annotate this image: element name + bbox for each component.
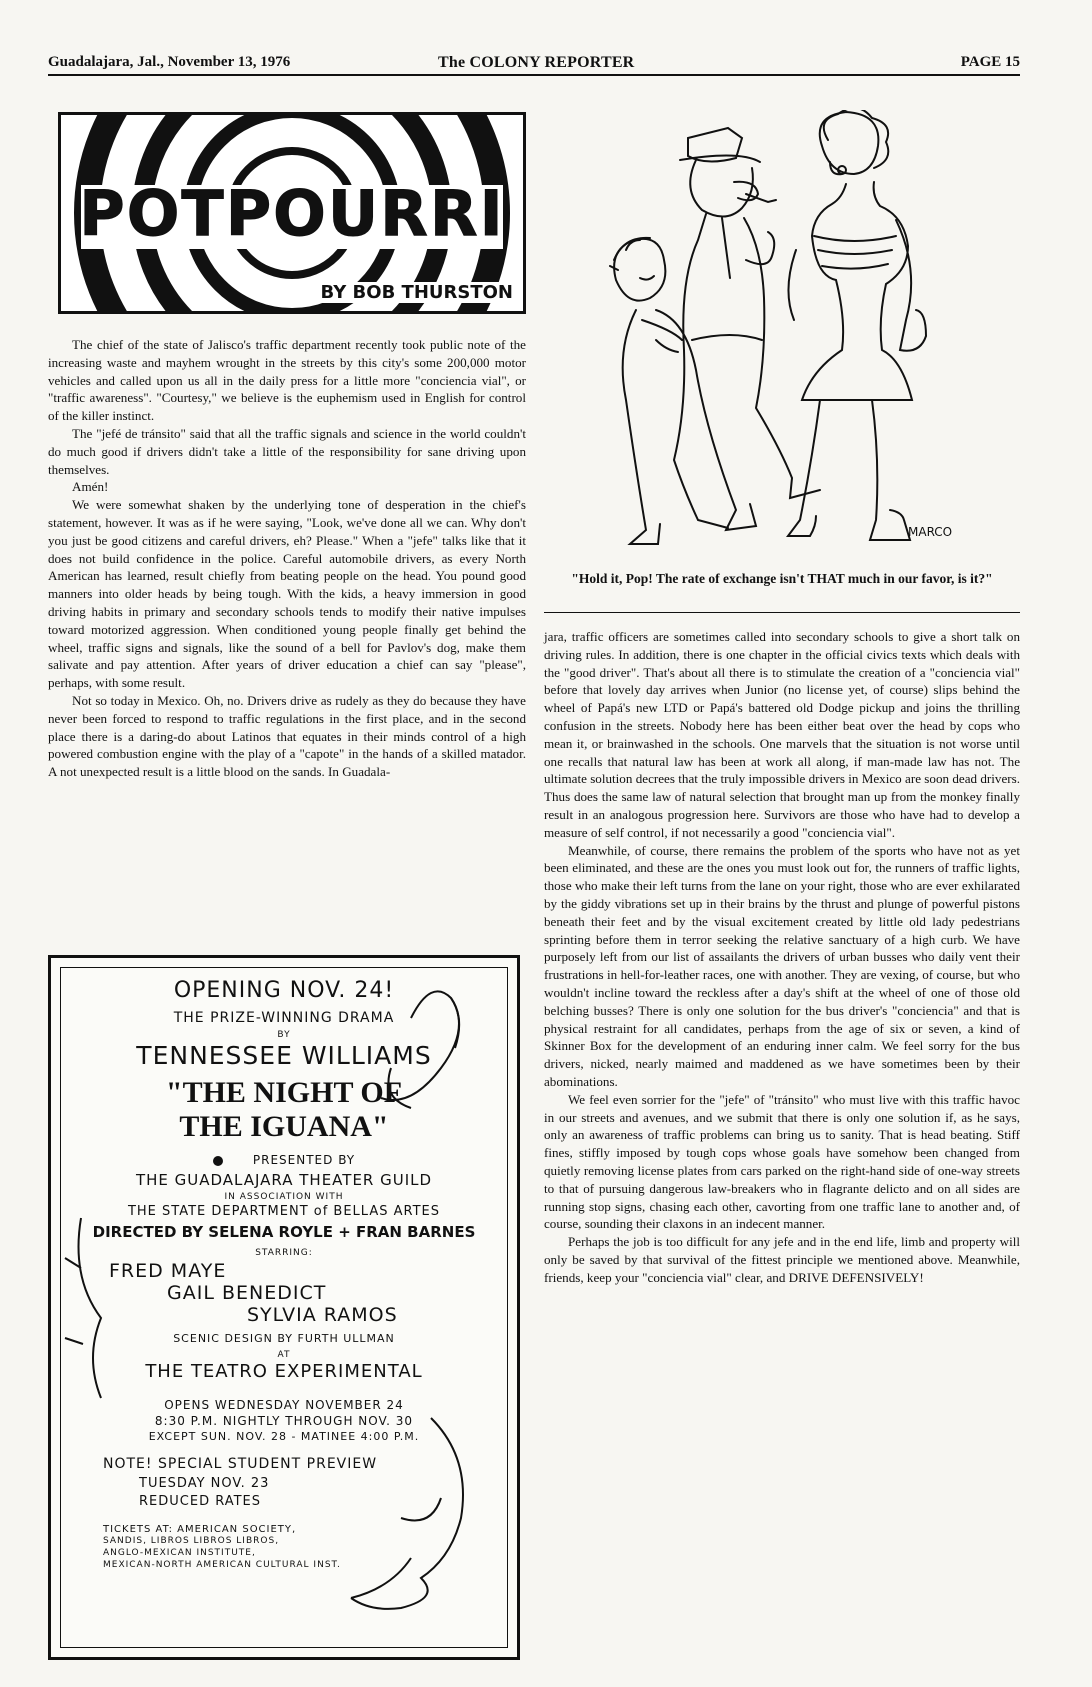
ad-outlets-1: SANDIS, LIBROS LIBROS LIBROS, <box>103 1536 280 1546</box>
ad-nightly: 8:30 P.M. NIGHTLY THROUGH NOV. 30 <box>154 1414 414 1428</box>
article-paragraph: Meanwhile, of course, there remains the problem of the sports who have not as yet been eliminated, and these are the ones you must look out for, the runners of traffic lights, those who make their left turns from the lane on your right, those who are ever exhilarated by the giddy vibrations set up in their brains by the thrust and plunge of powerful pistons beneath their feet and by the visual excitement created by little old lady pedestrians sprinting before them in terror seeking the relative sanctuary of a high curb. We have purposely left from our list of assailants the drivers of urban busses who daily vent their frustrations in hell-for-leather races, one with another. They are vexing, of course, but who wouldn't incline toward the reckless after a day's shift at the wheel of one of those old belching busses? There is only one solution for the bus driver's "conciencia" and that is physical restraint for all candidates, perhaps from the age of six or seven, a kind of Skinner Box for the development of an enduring inner calm. We feel sorry for the bus drivers, nicked, nearly maimed and maddened as we have sometimes been by their abominations. <box>544 842 1020 1089</box>
ad-star-1: FRED MAYE <box>109 1260 227 1282</box>
cartoonist-signature: MARCO <box>908 525 953 539</box>
dateline: Guadalajara, Jal., November 13, 1976 <box>48 54 291 70</box>
ad-star-2: GAIL BENEDICT <box>167 1282 327 1304</box>
ad-outlets-3: MEXICAN-NORTH AMERICAN CULTURAL INST. <box>103 1560 341 1570</box>
article-paragraph: The chief of the state of Jalisco's traffic department recently took public note of the increasing waste and mayhem wrought in the streets by this city's some 200,000 motor vehicles and called upon us all in the daily press for a little more "conciencia vial", or "traffic awareness". "Courtesy," we believe is the euphemism used in English for control of the killer instinct. <box>48 337 526 424</box>
column-logo <box>58 112 526 314</box>
ad-bullet-icon <box>213 1156 223 1166</box>
article-paragraph: Perhaps the job is too difficult for any jefe and in the end life, limb and property will only be saved by that survival of the fittest principle we mentioned above. Meanwhile, friends, keep your "conciencia vial" clear, and DRIVE DEFENSIVELY! <box>544 1234 1020 1285</box>
column-byline: BY BOB THURSTON <box>320 282 513 303</box>
newspaper-name: The COLONY REPORTER <box>438 54 635 71</box>
ad-play-title-1: "THE NIGHT OF <box>165 1076 403 1109</box>
ad-opening-date: OPENING NOV. 24! <box>173 978 395 1003</box>
column-title: POTPOURRI <box>79 177 505 250</box>
article-paragraph: Amén! <box>72 479 109 495</box>
ad-guild: THE GUADALAJARA THEATER GUILD <box>135 1171 433 1189</box>
masthead <box>48 50 1020 76</box>
article-paragraph: The "jefé de tránsito" said that all the traffic signals and science in the world couldn't do much good if drivers didn't take a little of the responsibility for sane driving upon themselves. <box>48 425 526 477</box>
ad-except: EXCEPT SUN. NOV. 28 - MATINEE 4:00 P.M. <box>148 1430 420 1443</box>
article-column-left <box>48 336 526 781</box>
ad-starring: STARRING: <box>255 1248 313 1258</box>
ad-star-3: SYLVIA RAMOS <box>247 1304 398 1326</box>
ad-directors: DIRECTED BY SELENA ROYLE + FRAN BARNES <box>92 1223 476 1241</box>
woman-figure <box>788 110 926 540</box>
ad-by-line: BY <box>277 1030 291 1040</box>
ad-department: THE STATE DEPARTMENT of BELLAS ARTES <box>127 1204 441 1219</box>
page-number: PAGE 15 <box>960 54 1020 70</box>
ad-author: TENNESSEE WILLIAMS <box>136 1041 432 1070</box>
ad-at: AT <box>277 1350 291 1360</box>
article-paragraph: Not so today in Mexico. Oh, no. Drivers drive as rudely as they do because they have never been forced to respond to traffic regulations in the first place, and in the second place there is a daring-do about Latinos that equates in their minds control of a high powered combustion engine with the play of a "capote" in the hands of a skilled matador. A not unexpected result is a little blood on the sands. In Guadala- <box>48 692 526 780</box>
ad-tickets: TICKETS AT: AMERICAN SOCIETY, <box>103 1524 297 1535</box>
cartoon-drawing <box>596 110 1016 562</box>
cartoon-caption: "Hold it, Pop! The rate of exchange isn't THAT much in our favor, is it?" <box>571 571 993 586</box>
ad-preview-date: TUESDAY NOV. 23 <box>139 1476 270 1491</box>
ad-opens: OPENS WEDNESDAY NOVEMBER 24 <box>164 1398 404 1412</box>
column-divider <box>544 612 1020 613</box>
ad-reduced-rates: REDUCED RATES <box>139 1494 262 1509</box>
ad-note: NOTE! SPECIAL STUDENT PREVIEW <box>103 1456 378 1472</box>
article-column-right <box>544 628 1020 1286</box>
ad-association: IN ASSOCIATION WITH <box>224 1192 344 1202</box>
ad-play-title-2: THE IGUANA" <box>179 1110 389 1143</box>
article-paragraph: jara, traffic officers are sometimes called into secondary schools to give a short talk on driving rules. In addition, there is one chapter in the official civics texts which deals with the "good driver". That's about all there is to stimulate the creation of a "conciencia vial" before that lovely day arrives when Junior (no license yet, of course) slips behind the wheel of Papá's new LTD or Papá's battered old Dodge pickup and joins the thrilling confusion in the streets. Nobody here has been either beat over the head by cops who mean it, or brainwashed in the schools. One marvels that the situation is not worse until one recalls that natural law has been at work all along, if man-made law has not. The ultimate solution decrees that the truly impossible drivers in Mexico are soon dead drivers. Thus does the same law of natural selection that brought man up from the monkey finally result in an analogous progression here. Survivors are those who have had to develop a measure of self control, if not necessarily a good "conciencia vial". <box>544 629 1020 840</box>
theater-advertisement <box>48 955 520 1660</box>
ad-presented-by: PRESENTED BY <box>252 1153 356 1167</box>
father-figure <box>674 128 820 528</box>
ad-prize-line: THE PRIZE-WINNING DRAMA <box>173 1010 395 1026</box>
article-paragraph: We were somewhat shaken by the underlying tone of desperation in the chief's statement, however. It was as if he were saying, "Look, we've done all we can. Why don't you just be good citizens and careful drivers, eh? Please." When a "jefe" talks like that it does not build confidence in the police. Careful automobile drivers, as every North American has learned, result chiefly from beating people on the head. You pound good manners into older heads by being tough. With the kids, a heavy immersion in good driving habits in primary and secondary schools tends to modify their native impulses toward motorized aggression. When conditioned young people finally get behind the wheel, traffic signs and signals, like the sound of a bell for Pavlov's dog, make them salivate and pay attention. After years of driver education a chief can say "please", perhaps, with some result. <box>48 497 526 691</box>
cartoon-illustration <box>596 110 1016 562</box>
article-paragraph: We feel even sorrier for the "jefe" of "tránsito" who must live with this traffic havoc in our streets and avenues, and we submit that there is only one solution if, as he says, only an awareness of traffic problems can bring us to sanity. That is head beating. Stiff fines, stiffly imposed by tough cops whose goals have somehow been changed from quietly removing license plates from cars parked on the right-hand side of one-way streets to that of pursuing dangerous law-breakers who in flagrante delicto and on all sides are running stop signs, chasing each other, cavorting from one traffic lane to another and, of course, sounding their claxons in an indecent manner. <box>544 1091 1020 1232</box>
ad-theater: THE TEATRO EXPERIMENTAL <box>145 1361 423 1382</box>
ad-outlets-2: ANGLO-MEXICAN INSTITUTE, <box>103 1548 256 1558</box>
ad-scenic-design: SCENIC DESIGN BY FURTH ULLMAN <box>173 1332 395 1345</box>
